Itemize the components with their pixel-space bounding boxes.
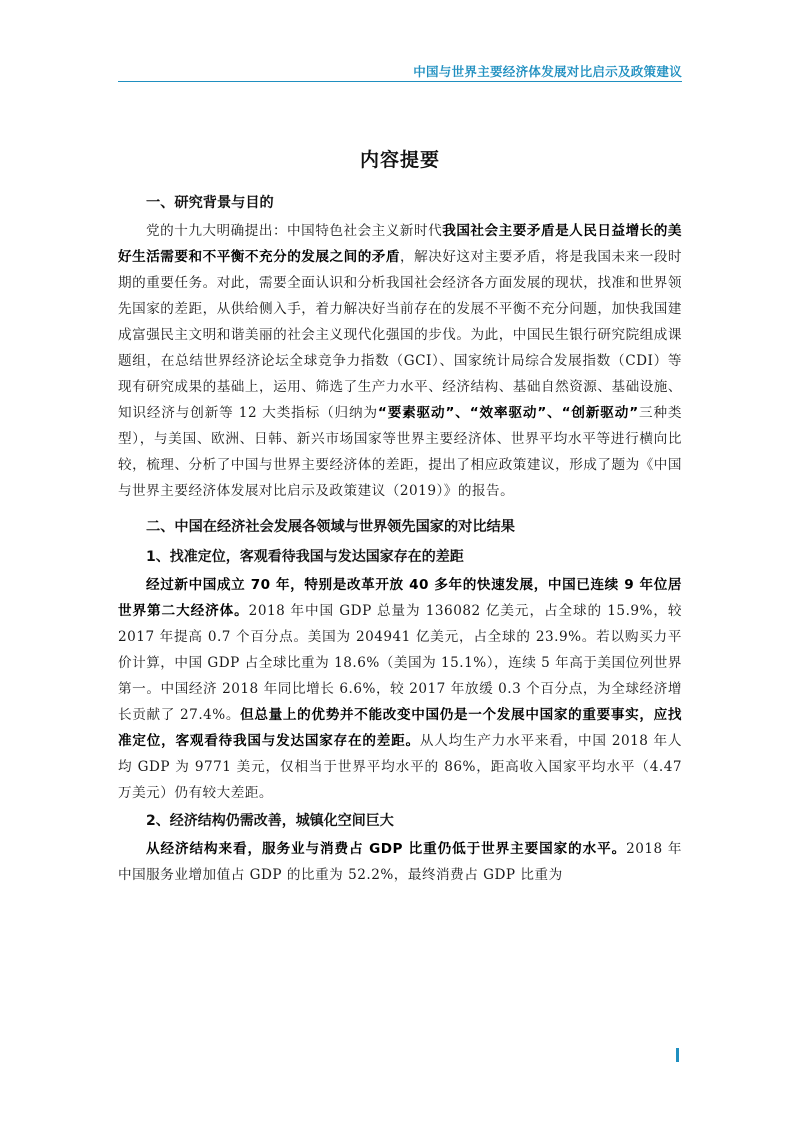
bold-run: 经过新中国成立 70 年，特别是改革开放 40 多年的快速发展，中国已连续 9 年位居世界第二大经济体。 <box>118 577 682 619</box>
page-marker-bar <box>676 1048 679 1062</box>
text-run: 三种类型），与美国、欧洲、日韩、新兴市场国家等世界主要经济体、世界平均水平等进行横向比较，梳理、分析了中国与世界主要经济体的差距，提出了相应政策建议，形成了题为《中国与世界主要经济体发展对比启示及政策建议（2019）》的报告。 <box>118 405 682 499</box>
section-1-heading: 一、研究背景与目的 <box>146 195 274 211</box>
subsection-2-paragraph <box>118 836 682 888</box>
subsection-1-heading: 1、找准定位，客观看待我国与发达国家存在的差距 <box>146 549 464 565</box>
bold-run: “要素驱动”、“效率驱动”、“创新驱动” <box>377 405 639 421</box>
subsection-1-paragraph <box>118 572 682 806</box>
text-run: ，解决好这对主要矛盾，将是我国未来一段时期的重要任务。对此，需要全面认识和分析我国社会经济各方面发展的现状，找准和世界领先国家的差距，从供给侧入手，着力解决好当前存在的发展不平衡不充分问题，加快我国建成富强民主文明和谐美丽的社会主义现代化强国的步伐。为此，中国民生银行研究院组成课题组，在总结世界经济论坛全球竞争力指数（GCI）、国家统计局综合发展指数（CDI）等现有研究成果的基础上，运用、筛选了生产力水平、经济结构、基础自然资源、基础设施、知识经济与创新等 12 大类指标（归纳为 <box>118 249 683 421</box>
text-run: 党的十九大明确提出：中国特色社会主义新时代 <box>146 223 443 239</box>
text-run: 从人均生产力水平来看，中国 2018 年人均 GDP 为 9771 美元，仅相当于世界平均水平的 86%，距高收入国家平均水平（4.47 万美元）仍有较大差距。 <box>118 733 682 801</box>
header-divider <box>118 81 682 82</box>
text-run: 2018 年中国 GDP 总量为 136082 亿美元，占全球的 15.9%，较 2017 年提高 0.7 个百分点。美国为 204941 亿美元，占全球的 23.9%。若以购买力平价计算，中国 GDP 占全球比重为 18.6%（美国为 15.1%），连续 5 年高于美国位列世界第一。中国经济 2018 年同比增长 6.6%，较 2017 年放缓 0.3 个百分点，为全球经济增长贡献了 27.4%。 <box>118 603 682 723</box>
document-body <box>118 188 682 888</box>
subsection-2-heading: 2、经济结构仍需改善，城镇化空间巨大 <box>146 813 394 829</box>
page-title: 内容提要 <box>359 149 440 171</box>
bold-run: 我国社会主要矛盾是人民日益增长的美好生活需要和不平衡不充分的发展之间的矛盾 <box>118 223 683 265</box>
section-1-paragraph <box>118 218 682 504</box>
text-run: 2018 年中国服务业增加值占 GDP 的比重为 52.2%，最终消费占 GDP 比重为 <box>118 841 682 883</box>
section-2-heading: 二、中国在经济社会发展各领域与世界领先国家的对比结果 <box>146 519 515 535</box>
bold-run: 但总量上的优势并不能改变中国仍是一个发展中国家的重要事实，应找准定位，客观看待我国与发达国家存在的差距。 <box>118 707 682 749</box>
bold-run: 从经济结构来看，服务业与消费占 GDP 比重仍低于世界主要国家的水平。 <box>146 841 627 857</box>
running-header-title: 中国与世界主要经济体发展对比启示及政策建议 <box>413 64 682 79</box>
